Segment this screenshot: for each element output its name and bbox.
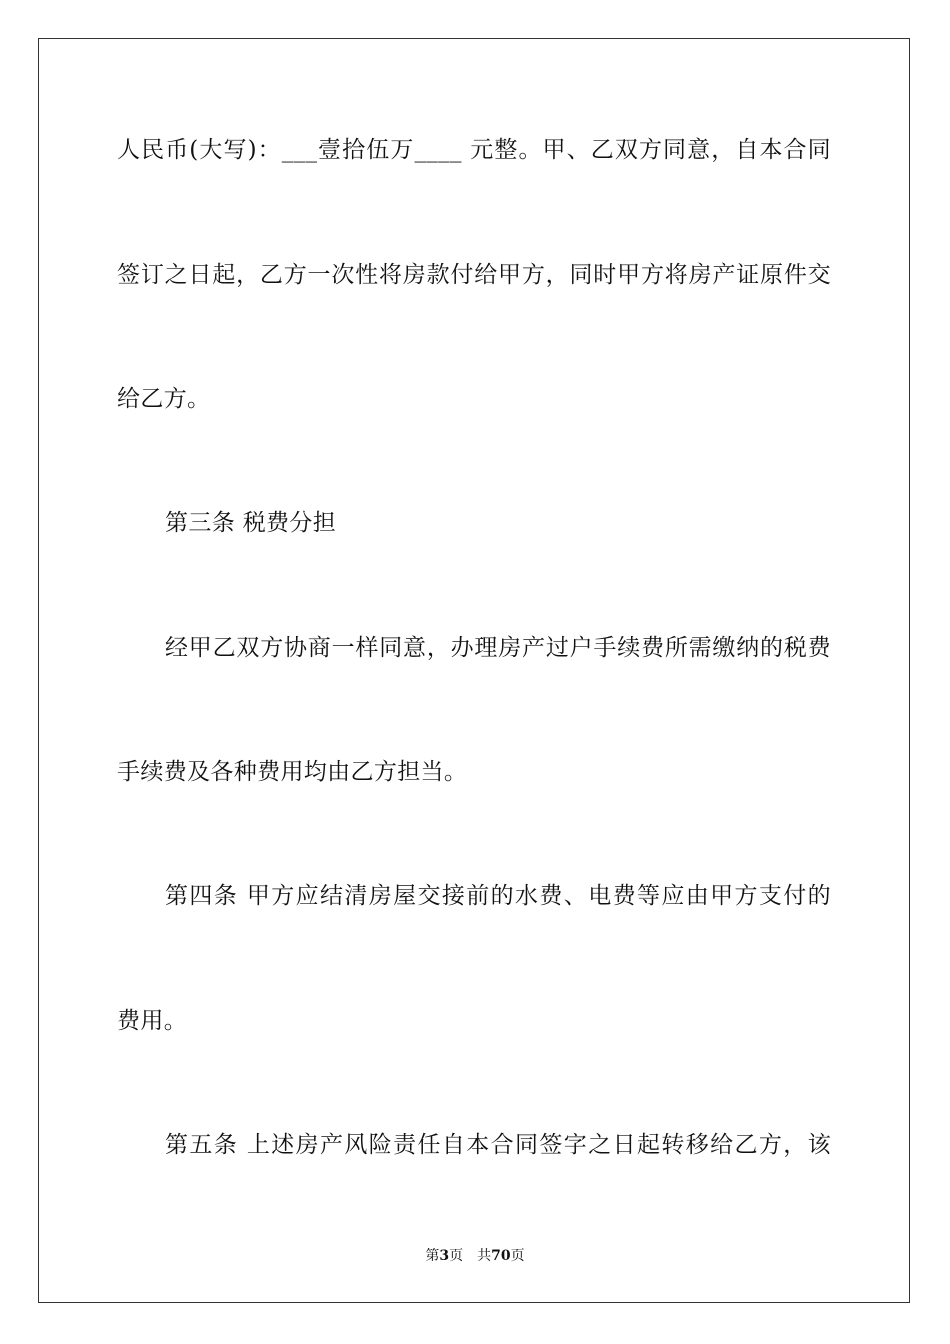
body-line-3: 给乙方。 [117,386,211,412]
footer-total-suffix: 页 [510,1248,525,1264]
body-line-5: 经甲乙双方协商一样同意，办理房产过户手续费所需缴纳的税费 [165,635,831,661]
footer-total-pages: 70 [491,1248,511,1264]
body-line-2: 签订之日起，乙方一次性将房款付给甲方，同时甲方将房产证原件交 [117,262,831,288]
article-5-line-1: 第五条 上述房产风险责任自本合同签字之日起转移给乙方，该 [165,1132,831,1158]
footer-page-prefix: 第 [425,1248,440,1264]
footer-page-number: 3 [439,1248,450,1264]
page-footer [0,1247,950,1265]
article-4-line-2: 费用。 [117,1008,188,1034]
body-line-6: 手续费及各种费用均由乙方担当。 [117,759,468,785]
article-4-line-1: 第四条 甲方应结清房屋交接前的水费、电费等应由甲方支付的 [165,883,831,909]
footer-total-prefix: 共 [477,1248,492,1264]
page-border [38,38,910,1303]
body-line-1: 人民币(大写)：___壹拾伍万____ 元整。甲、乙双方同意，自本合同 [117,137,831,163]
footer-page-suffix: 页 [449,1248,464,1264]
article-3-heading: 第三条 税费分担 [165,510,337,536]
